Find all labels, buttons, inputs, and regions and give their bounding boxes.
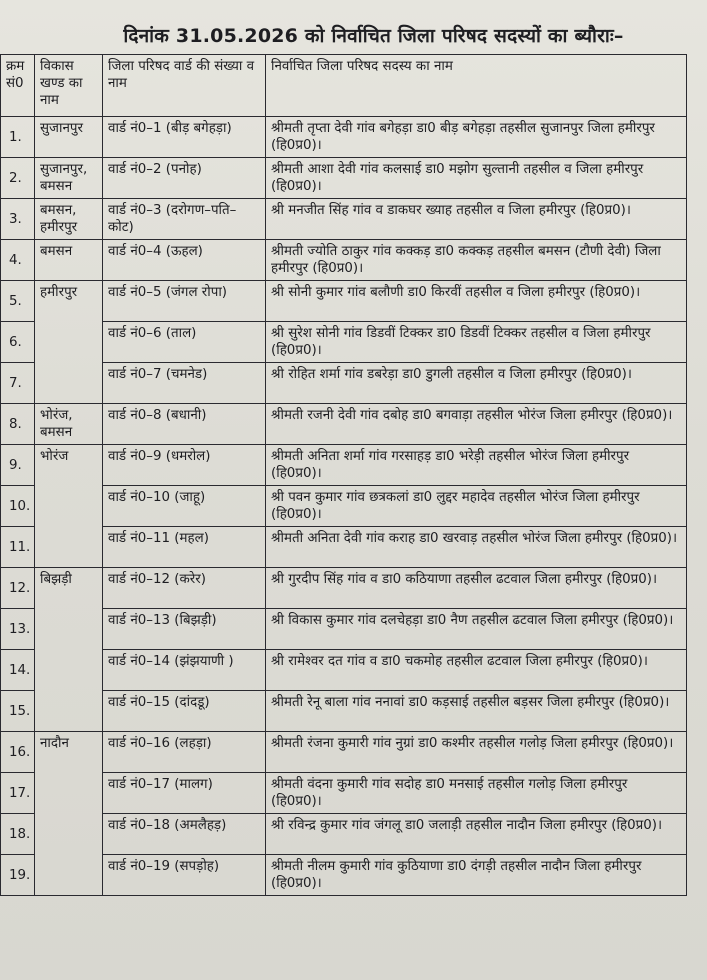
cell-member: श्री मनजीत सिंह गांव व डाकघर ख्याह तहसील व जिला हमीरपुर (हि0प्र0)।: [266, 199, 687, 240]
table-row: [1, 322, 687, 363]
cell-block: सुजानपुर, बमसन: [35, 158, 103, 199]
table-row: [1, 363, 687, 404]
cell-ward: वार्ड नं0–6 (ताल): [103, 322, 266, 363]
cell-member: श्री विकास कुमार गांव दलचेहड़ा डा0 नैण तहसील ढटवाल जिला हमीरपुर (हि0प्र0)।: [266, 609, 687, 650]
header-block: विकास खण्ड का नाम: [35, 55, 103, 117]
cell-member: श्रीमती रंजना कुमारी गांव नुग्रां डा0 कश्मीर तहसील गलोड़ जिला हमीरपुर (हि0प्र0)।: [266, 732, 687, 773]
table-row: [1, 445, 687, 486]
cell-sn: 17.: [1, 773, 35, 814]
cell-member: श्री सोनी कुमार गांव बलौणी डा0 किरवीं तहसील व जिला हमीरपुर (हि0प्र0)।: [266, 281, 687, 322]
cell-sn: 15.: [1, 691, 35, 732]
cell-member: श्रीमती नीलम कुमारी गांव कुठियाणा डा0 दंगड़ी तहसील नादौन जिला हमीरपुर (हि0प्र0)।: [266, 855, 687, 896]
cell-member: श्रीमती अनिता देवी गांव कराह डा0 खरवाड़ तहसील भोरंज जिला हमीरपुर (हि0प्र0)।: [266, 527, 687, 568]
cell-member: श्री रोहित शर्मा गांव डबरेड़ा डा0 डुगली तहसील व जिला हमीरपुर (हि0प्र0)।: [266, 363, 687, 404]
cell-block: बिझड़ी: [35, 568, 103, 732]
cell-sn: 18.: [1, 814, 35, 855]
cell-ward: वार्ड नं0–10 (जाहू): [103, 486, 266, 527]
table-row: [1, 773, 687, 814]
cell-sn: 13.: [1, 609, 35, 650]
cell-ward: वार्ड नं0–13 (बिझड़ी): [103, 609, 266, 650]
cell-ward: वार्ड नं0–2 (पनोह): [103, 158, 266, 199]
cell-sn: 12.: [1, 568, 35, 609]
table-row: [1, 527, 687, 568]
table-header-row: [1, 55, 687, 117]
cell-sn: 4.: [1, 240, 35, 281]
cell-member: श्रीमती रेनू बाला गांव ननावां डा0 कड़साई तहसील बड़सर जिला हमीरपुर (हि0प्र0)।: [266, 691, 687, 732]
table-row: [1, 609, 687, 650]
cell-sn: 14.: [1, 650, 35, 691]
cell-member: श्रीमती रजनी देवी गांव दबोह डा0 बगवाड़ा तहसील भोरंज जिला हमीरपुर (हि0प्र0)।: [266, 404, 687, 445]
table-row: [1, 199, 687, 240]
cell-member: श्री सुरेश सोनी गांव डिडवीं टिक्कर डा0 डिडवीं टिक्कर तहसील व जिला हमीरपुर (हि0प्र0)।: [266, 322, 687, 363]
cell-ward: वार्ड नं0–8 (बधानी): [103, 404, 266, 445]
cell-member: श्री रविन्द्र कुमार गांव जंगलू डा0 जलाड़ी तहसील नादौन जिला हमीरपुर (हि0प्र0)।: [266, 814, 687, 855]
table-row: [1, 650, 687, 691]
cell-block: बमसन, हमीरपुर: [35, 199, 103, 240]
cell-sn: 9.: [1, 445, 35, 486]
table-row: [1, 855, 687, 896]
cell-ward: वार्ड नं0–9 (धमरोल): [103, 445, 266, 486]
cell-block: बमसन: [35, 240, 103, 281]
cell-ward: वार्ड नं0–7 (चमनेड): [103, 363, 266, 404]
cell-sn: 5.: [1, 281, 35, 322]
cell-sn: 3.: [1, 199, 35, 240]
cell-sn: 11.: [1, 527, 35, 568]
table-row: [1, 281, 687, 322]
table-row: [1, 568, 687, 609]
table-row: [1, 117, 687, 158]
header-ward: जिला परिषद वार्ड की संख्या व नाम: [103, 55, 266, 117]
cell-ward: वार्ड नं0–1 (बीड़ बगेहड़ा): [103, 117, 266, 158]
cell-ward: वार्ड नं0–15 (दांदडू): [103, 691, 266, 732]
cell-ward: वार्ड नं0–14 (झंझयाणी ): [103, 650, 266, 691]
cell-sn: 10.: [1, 486, 35, 527]
cell-member: श्रीमती अनिता शर्मा गांव गरसाहड़ डा0 भरेड़ी तहसील भोरंज जिला हमीरपुर (हि0प्र0)।: [266, 445, 687, 486]
cell-member: श्रीमती ज्योति ठाकुर गांव कक्कड़ डा0 कक्कड़ तहसील बमसन (टौणी देवी) जिला हमीरपुर (हि0प्र0)।: [266, 240, 687, 281]
table-row: [1, 240, 687, 281]
cell-sn: 19.: [1, 855, 35, 896]
cell-block: हमीरपुर: [35, 281, 103, 404]
cell-member: श्री पवन कुमार गांव छत्रकलां डा0 लुद्दर महादेव तहसील भोरंज जिला हमीरपुर (हि0प्र0)।: [266, 486, 687, 527]
cell-block: सुजानपुर: [35, 117, 103, 158]
cell-block: नादौन: [35, 732, 103, 896]
cell-ward: वार्ड नं0–11 (महल): [103, 527, 266, 568]
cell-member: श्री रामेश्वर दत गांव व डा0 चकमोह तहसील ढटवाल जिला हमीरपुर (हि0प्र0)।: [266, 650, 687, 691]
header-sn: क्रम सं0: [1, 55, 35, 117]
table-row: [1, 404, 687, 445]
cell-member: श्रीमती आशा देवी गांव कलसाई डा0 मझोग सुल्तानी तहसील व जिला हमीरपुर (हि0प्र0)।: [266, 158, 687, 199]
cell-sn: 8.: [1, 404, 35, 445]
cell-ward: वार्ड नं0–17 (मालग): [103, 773, 266, 814]
cell-ward: वार्ड नं0–18 (अमलैहड़): [103, 814, 266, 855]
cell-ward: वार्ड नं0–19 (सपड़ोह): [103, 855, 266, 896]
table-row: [1, 814, 687, 855]
cell-ward: वार्ड नं0–12 (करेर): [103, 568, 266, 609]
cell-ward: वार्ड नं0–5 (जंगल रोपा): [103, 281, 266, 322]
cell-ward: वार्ड नं0–16 (लहड़ा): [103, 732, 266, 773]
cell-ward: वार्ड नं0–4 (ऊहल): [103, 240, 266, 281]
table-row: [1, 691, 687, 732]
cell-block: भोरंज: [35, 445, 103, 568]
cell-sn: 16.: [1, 732, 35, 773]
cell-sn: 1.: [1, 117, 35, 158]
cell-sn: 6.: [1, 322, 35, 363]
header-member: निर्वाचित जिला परिषद सदस्य का नाम: [266, 55, 687, 117]
cell-member: श्रीमती तृप्ता देवी गांव बगेहड़ा डा0 बीड़ बगेहड़ा तहसील सुजानपुर जिला हमीरपुर (हि0प्र0)।: [266, 117, 687, 158]
members-table: [0, 54, 687, 896]
page-title: दिनांक 31.05.2026 को निर्वाचित जिला परिषद सदस्यों का ब्यौराः–: [123, 25, 624, 47]
cell-ward: वार्ड नं0–3 (दरोगण–पति–कोट): [103, 199, 266, 240]
table-row: [1, 486, 687, 527]
table-row: [1, 158, 687, 199]
cell-sn: 7.: [1, 363, 35, 404]
cell-block: भोरंज, बमसन: [35, 404, 103, 445]
table-row: [1, 732, 687, 773]
cell-member: श्री गुरदीप सिंह गांव व डा0 कठियाणा तहसील ढटवाल जिला हमीरपुर (हि0प्र0)।: [266, 568, 687, 609]
cell-member: श्रीमती वंदना कुमारी गांव सदोह डा0 मनसाई तहसील गलोड़ जिला हमीरपुर (हि0प्र0)।: [266, 773, 687, 814]
cell-sn: 2.: [1, 158, 35, 199]
